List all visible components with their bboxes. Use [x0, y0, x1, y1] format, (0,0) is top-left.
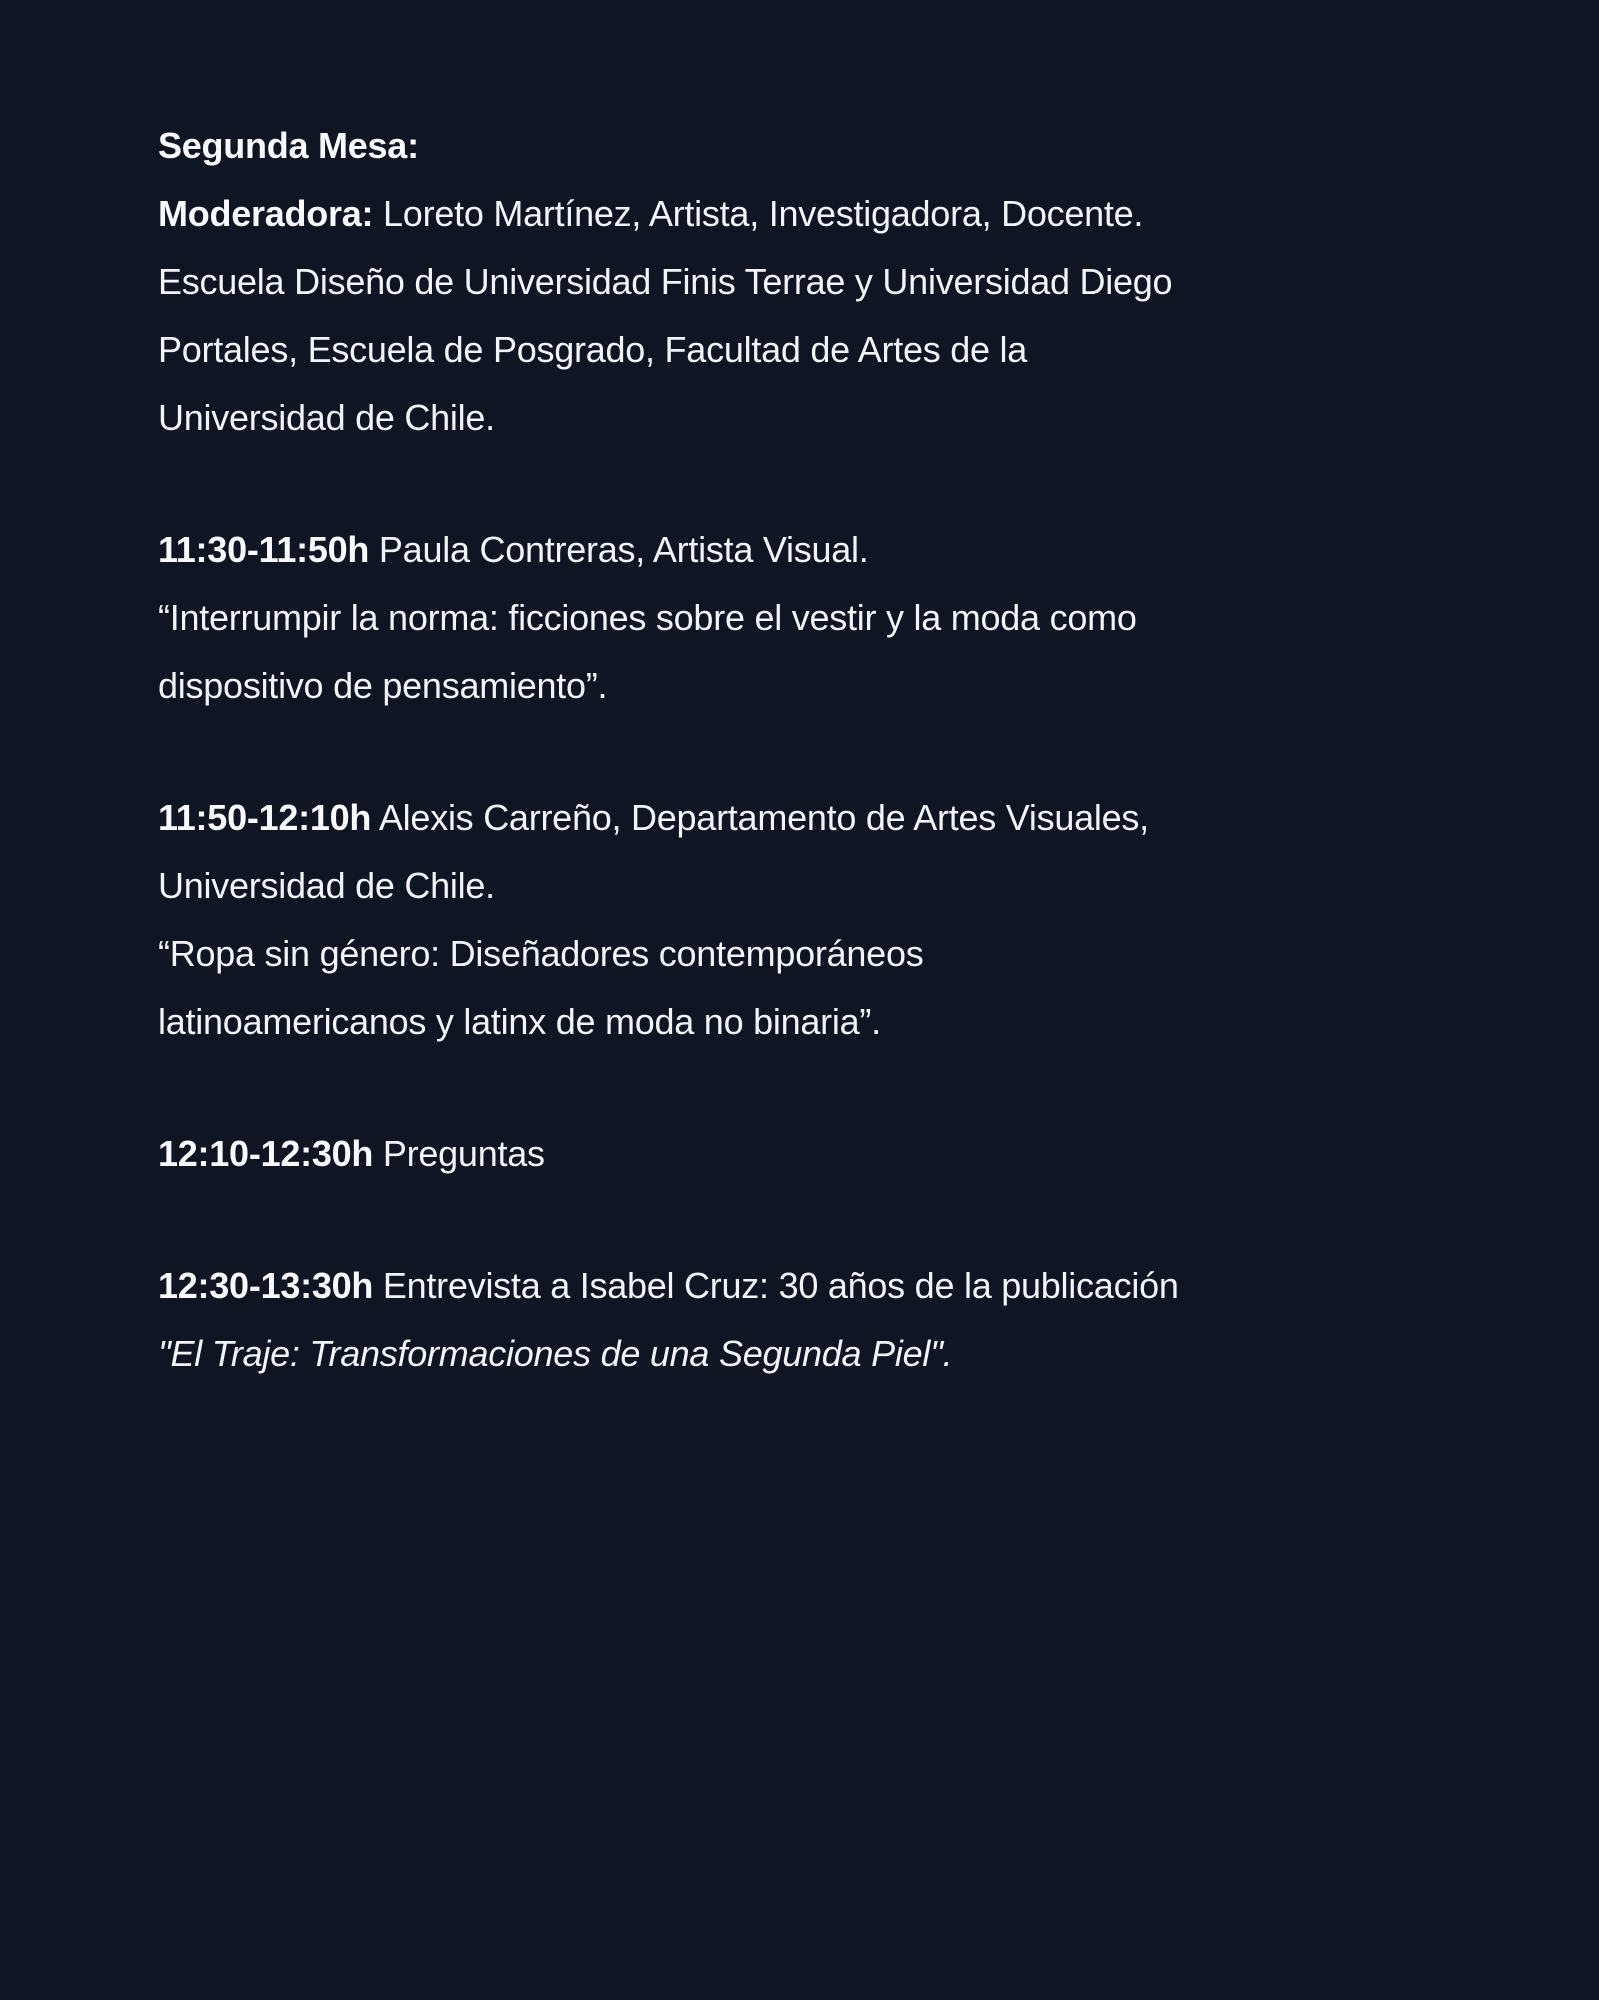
schedule-line: [158, 516, 1498, 584]
session-preguntas: [158, 1120, 1498, 1188]
text-segment: Entrevista a Isabel Cruz: 30 años de la publicación: [373, 1265, 1179, 1306]
text-segment: latinoamericanos y latinx de moda no binaria”.: [158, 1001, 881, 1042]
italic-title-text: "El Traje: Transformaciones de una Segunda Piel".: [158, 1333, 953, 1374]
text-segment: Portales, Escuela de Posgrado, Facultad de Artes de la: [158, 329, 1028, 370]
schedule-line: [158, 988, 1498, 1056]
text-segment: Universidad de Chile.: [158, 397, 495, 438]
session-alexis-carreno: [158, 784, 1498, 1056]
schedule-line: [158, 384, 1498, 452]
schedule-text-block: [158, 112, 1498, 1388]
bold-label: 12:10-12:30h: [158, 1133, 374, 1174]
schedule-line: [158, 248, 1498, 316]
schedule-line: [158, 784, 1498, 852]
text-segment: dispositivo de pensamiento”.: [158, 665, 608, 706]
text-segment: Escuela Diseño de Universidad Finis Terrae y Universidad Diego: [158, 261, 1173, 302]
session-entrevista-isabel-cruz: [158, 1252, 1498, 1388]
schedule-line: [158, 316, 1498, 384]
text-segment: Loreto Martínez, Artista, Investigadora, Docente.: [373, 193, 1144, 234]
text-segment: Paula Contreras, Artista Visual.: [369, 529, 869, 570]
session-paula-contreras: [158, 516, 1498, 720]
text-segment: “Interrumpir la norma: ficciones sobre el vestir y la moda como: [158, 597, 1137, 638]
text-segment: Preguntas: [373, 1133, 545, 1174]
schedule-line: [158, 652, 1498, 720]
bold-label: Moderadora:: [158, 193, 374, 234]
schedule-line: [158, 1120, 1498, 1188]
bold-label: 11:30-11:50h: [158, 529, 370, 570]
bold-label: Segunda Mesa:: [158, 125, 419, 166]
schedule-line: [158, 1252, 1498, 1320]
bold-label: 11:50-12:10h: [158, 797, 372, 838]
text-segment: Universidad de Chile.: [158, 865, 495, 906]
schedule-line: [158, 112, 1498, 180]
schedule-line: [158, 920, 1498, 988]
second-panel-header: [158, 112, 1498, 452]
text-segment: “Ropa sin género: Diseñadores contemporáneos: [158, 933, 924, 974]
schedule-line: [158, 584, 1498, 652]
bold-label: 12:30-13:30h: [158, 1265, 374, 1306]
schedule-line: [158, 180, 1498, 248]
text-segment: Alexis Carreño, Departamento de Artes Visuales,: [371, 797, 1149, 838]
schedule-line: [158, 1320, 1498, 1388]
schedule-line: [158, 852, 1498, 920]
